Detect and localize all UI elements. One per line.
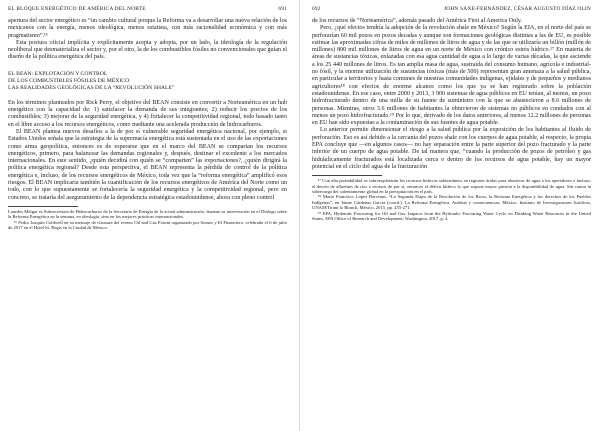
running-title: EL BLOQUE ENERGÉTICO DE AMÉRICA DEL NORTE [8, 6, 146, 12]
right-page [300, 0, 599, 431]
paragraph-bean: El BEAN plantea nuevos desafíos a la de por sí vulnerable seguridad energética nacional, por ejemplo, si Estados Unidos señala que la estrategia de la supremacía energética está sustentada en el uso de las exportaciones como arma geopolítica, entonces es de esperarse que en el marco del BEAN se compartan los recursos energéticos, primero, para balancear las demandas regionales y, después, destinar el excedente a los mercados internacionales. En este sentido, ¿quién decidirá con quién se “comparten” las exportaciones?, ¿quién dirigirá la política energética regional? Desde esta perspectiva, el BEAN representa la pérdida de control de la política energética e, incluso, de los recursos energéticos de México, toda vez que la “reforma energética” amplificó esos riesgos. El BEAN implicaría también la cuantificación de los recursos energéticos de América del Norte como un todo, con lo que supuestamente se fortalecería la seguridad energética y la competitividad regional, pero en concreto, se trataría del aseguramiento de la dependencia estratégica estadounidense, ahora con pleno control [8, 128, 287, 201]
section-heading-line: DE LOS COMBUSTIBLES FÓSILES DE MÉXICO. [8, 77, 131, 84]
right-running-head [312, 6, 591, 12]
page-number: 691 [278, 6, 287, 12]
paragraph-gravity: Lo anterior permite dimensionar el riesgo a la salud pública por la exposición de los habitantes al fluido de perforación. Eso es así debido a la cercanía del pozos shale con los cuerpos de agua potable, al respecto, la propia EPA concluye que —en algunos casos— no hay separación entre la parte superior del pozo fracturado y la parte inferior de un cuerpo de agua potable. De tal manera que, “cuando la producción de pozos de petróleo y gas hidráulicamente fracturados está localizada cerca o dentro de los recursos de agua potable, hay un mayor potencial en el ciclo del agua de la fracturación [312, 127, 591, 170]
paragraph-continuation: de los recursos de “Norteamérica”, además pasado del América First al America Only. [312, 18, 523, 24]
footnote: ¹⁷ Con alta probabilidad se sobreexplotarán los recursos hídricos subterráneos en regiones áridas para abastecer de agua a los operadores e incluso, el desvío de afluentes de ríos o escasos de por sí, entonces el déficit hídrico lo que supone mayor presión a la disponibilidad de agua. Sin contar la sobrecarga del calentamiento global en la precipitación en el país. [312, 178, 591, 195]
footnote: ¹⁸ Mario Francisco López Bárcenas, “La Segunda Etapa de la Revolución de los Ricos, la Reforma Energética y los derechos de los Pueblos Indígenas”, en Jaime Cárdenas García (coord.), La Reforma Energética. Análisis y consecuencias, México, Instituto de Investigaciones Jurídicas, UNAM/Tirant lo Blanch, México, 2015, pp. 255-271. [312, 194, 591, 211]
footnote: ¹⁹ EPA, Hydraulic Fracturing for Oil and Gas: Impacts from the Hydraulic Fracturing Water Cycle on Drinking Water Resources in the United States, EPA Office of Research and Development, Washington, 2017, p. 4. [312, 210, 591, 222]
footnote: ¹⁶ Pedro Joaquín Coldwell en su mensaje de clausura del evento Oil and Gas Forum organizado por Somos y El Financiero, celebrado el 6 de julio de 2017 en el Hotel St. Regis en la Ciudad de México. [8, 219, 287, 231]
footnote: Lourdes Melgar es Subsecretaria de Hidrocarburos de la Secretaría de Energía de la actual administración, durante su intervención en el Diálogo sobre la Reforma Energética en la semana, en ideología, sino en los mejores prácticas internacionales. [8, 208, 287, 220]
section-heading [8, 71, 287, 92]
paragraph-terms: En los términos planteados por Rick Perry, el objetivo del BEAN consiste en convertir a Norteamérica en un hub energético con la capacidad de: 1) satisfacer la demanda de sus integrantes; 2) reducir los precios de los combustibles; 3) mejorar de la seguridad energética, y 4) fortalecer la competitividad regional, todo basado tanto en el libre acceso a los recursos energéticos, como mediante una acelerada producción de hidrocarburos. [8, 99, 287, 128]
left-running-head [8, 6, 287, 12]
page-number: 692 [312, 6, 321, 12]
footnote-rule [8, 206, 78, 207]
paragraph-stance: Esta postura oficial implícita y explícitamente acepta y adopta, por un lado, la ideología de la regulación neoliberal que desmaterializa el sector y, por el otro, la de los combustibles fósiles no convencionales que guían el diseño de la política energética del país. [8, 39, 287, 61]
paragraph-water: Pero, ¿qué efectos tendría la adopción de la revolución shale en México? Según la EIA, en el norte del país se perforarían 60 mil pozos en pozos decadas y aunque son formaciones geológicas distintas a las de EU, es posible estimar las aproximadas cifras de miles de millones de litros de agua y de las que se utilizaría un billón (millón de millones) 800 mil millones de litros de agua en un norte de México con crónico estrés hídrico.¹⁷ En materia de áreas de sustancias tóxicas, enlazadas con esa agua cantidad de agua a lo largo de varias décadas, la que asciende a los 25 440 millones de litros. Es tan amplia masa de agua, sustraída del consumo humano, agrícola e industrial-no fósil, y la enorme utilización de sustancias tóxicas (más de 500) representan gran amenaza a la salud pública, en particular a territorios y hasta comunes de nuestras comunidades indígenas, ejidales y de pequeños y medianos agricultores¹⁸ con efectos de enorme alcance como los que ya se han registrado sobre la población estadounidense. En ese caso, entre 2000 y 2013, 3 900 sistemas de agua públicos en EU tenían, al menos, un pozo hidrofracturado dentro de una milla de su fuente de suministro con la que se abastecieron a 8.6 millones de personas. Mientras, otros 3.6 millones de habitantes la obtuvieron de sistemas no públicos en condados con al menos un pozo hidrofracturado.¹⁹ Por lo que, derivado de los datos anteriores, al menos 12.2 millones de personas en EU han sido expuestas a la contaminación de sus fuentes de agua potable. [312, 25, 591, 127]
left-page [0, 0, 299, 431]
running-title: JOHN SAXE-FERNÁNDEZ, CÉSAR AUGUSTO DÍAZ OLIN [443, 6, 591, 12]
section-heading-line: LAS REALIDADES GEOLÓGICAS DE LA “REVOLUCIÓN SHALE” [8, 84, 175, 91]
paragraph-opening: apertura del sector energético es “un cambio cultural porque la Reforma va a desarrollar una nueva relación de los mexicanos con la energía, menos ideológica, menos estatista, con más racionalidad económica y con más pragmatismo”.¹⁶ [8, 18, 287, 39]
footnote-rule [312, 175, 382, 176]
section-heading-line: EL BEAN: EXPLOTACIÓN Y CONTROL [8, 70, 108, 77]
